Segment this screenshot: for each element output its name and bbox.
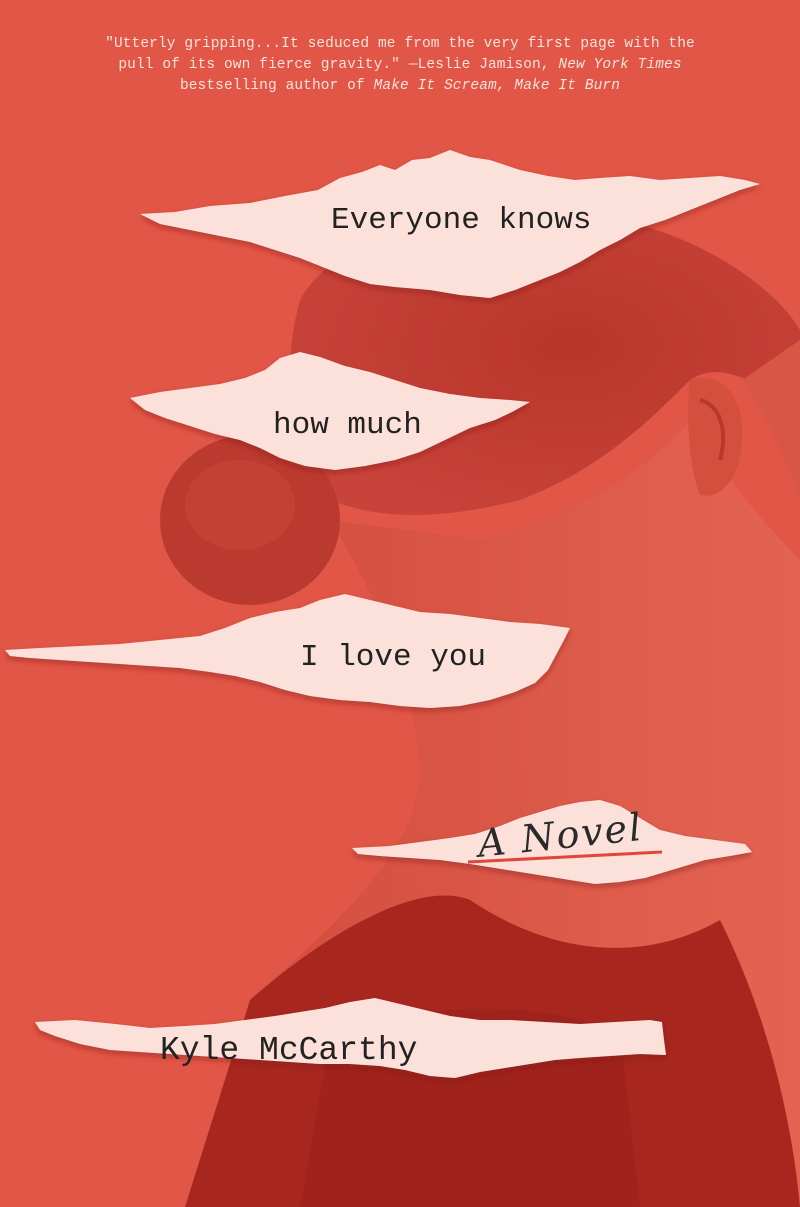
- blurb-line-3: bestselling author of Make It Scream, Make It Burn: [179, 78, 621, 94]
- blurb-publication: New York Times: [558, 57, 682, 73]
- title-line-1: Everyone knows: [331, 203, 592, 238]
- blurb-book-titles: Make It Scream, Make It Burn: [373, 78, 621, 94]
- author-name: Kyle McCarthy: [160, 1032, 418, 1069]
- blurb-quote: [20, 34, 780, 97]
- blurb-line-1: "Utterly gripping...It seduced me from the very first page with the: [105, 36, 695, 52]
- title-line-2: how much: [273, 408, 422, 443]
- blurb-line-2: pull of its own fierce gravity." —Leslie Jamison, New York Times: [118, 57, 682, 73]
- subtitle-a-novel: A Novel: [475, 804, 646, 866]
- title-line-3: I love you: [300, 640, 487, 675]
